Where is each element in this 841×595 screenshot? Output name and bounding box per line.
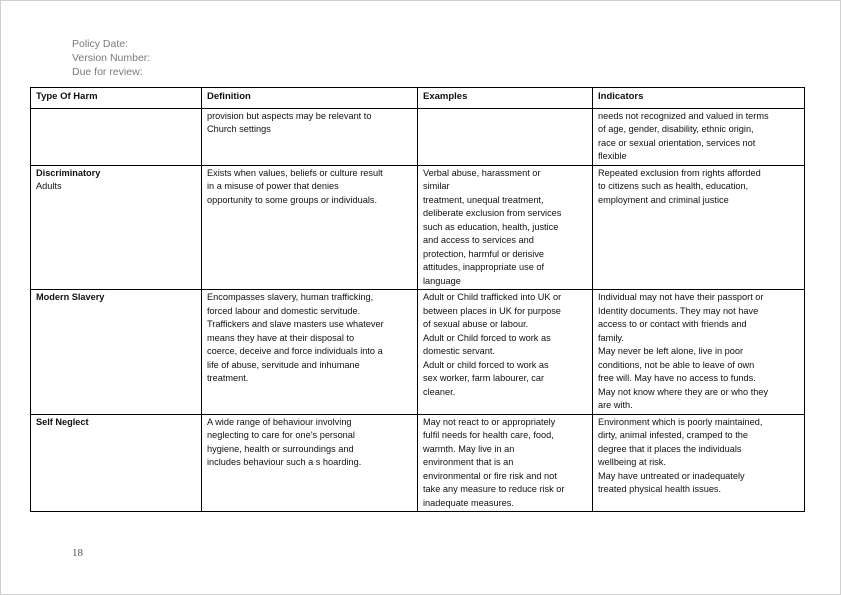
indicators-text-line: of age, gender, disability, ethnic origin, bbox=[598, 124, 754, 134]
indicators-text-line: race or sexual orientation, services not bbox=[598, 137, 756, 148]
examples-cell bbox=[418, 290, 593, 415]
definition-text-line: Encompasses slavery, human trafficking, bbox=[207, 292, 374, 302]
policy-date-label: Policy Date: bbox=[72, 38, 129, 50]
column-header-indicators: Indicators bbox=[593, 88, 805, 109]
column-header-type: Type Of Harm bbox=[31, 88, 202, 109]
examples-cell bbox=[418, 108, 593, 165]
type-of-harm-cell bbox=[31, 290, 202, 415]
examples-text-line: domestic servant. bbox=[423, 346, 495, 356]
examples-text-line: environment that is an bbox=[423, 457, 514, 467]
indicators-text-line: flexible bbox=[598, 151, 627, 161]
definition-text-line: in a misuse of power that denies bbox=[207, 181, 339, 191]
column-header-definition: Definition bbox=[202, 88, 418, 109]
type-of-harm-cell bbox=[31, 108, 202, 165]
indicators-text-line: to citizens such as health, education, bbox=[598, 181, 749, 191]
indicators-text-line: free will. May have no access to funds. bbox=[598, 373, 756, 383]
table-body bbox=[31, 108, 805, 512]
harm-type-subtitle: Adults bbox=[36, 181, 62, 191]
type-of-harm-cell bbox=[31, 414, 202, 512]
examples-text-line: attitudes, inappropriate use of bbox=[423, 262, 545, 272]
examples-text-line: sex worker, farm labourer, car bbox=[423, 373, 545, 383]
examples-text-line: Adult or Child forced to work as bbox=[423, 332, 551, 343]
indicators-text-line: wellbeing at risk. bbox=[598, 457, 666, 467]
indicators-text-line: treated physical health issues. bbox=[598, 484, 722, 494]
harm-type-name: Self Neglect bbox=[36, 416, 89, 427]
definition-cell bbox=[202, 108, 418, 165]
examples-text-line: between places in UK for purpose bbox=[423, 305, 561, 316]
examples-text-line: of sexual abuse or labour. bbox=[423, 319, 529, 329]
definition-text-line: means they have at their disposal to bbox=[207, 332, 355, 343]
examples-text-line: similar bbox=[423, 181, 450, 191]
page-number: 18 bbox=[72, 547, 83, 559]
examples-text-line: Verbal abuse, harassment or bbox=[423, 167, 541, 178]
indicators-cell bbox=[593, 165, 805, 290]
indicators-text-line: employment and criminal justice bbox=[598, 194, 729, 205]
indicators-text-line: access to or contact with friends and bbox=[598, 319, 747, 329]
examples-text-line: warmth. May live in an bbox=[423, 443, 515, 454]
indicators-cell bbox=[593, 290, 805, 415]
due-for-review-label: Due for review: bbox=[72, 66, 143, 78]
column-header-examples: Examples bbox=[418, 88, 593, 109]
examples-text-line: environmental or fire risk and not bbox=[423, 470, 557, 481]
examples-text-line: Adult or Child trafficked into UK or bbox=[423, 292, 562, 302]
table-header-row bbox=[31, 88, 805, 109]
definition-text-line: Traffickers and slave masters use whatever bbox=[207, 319, 384, 329]
examples-text-line: language bbox=[423, 275, 461, 286]
examples-text-line: such as education, health, justice bbox=[423, 221, 559, 232]
indicators-text-line: are with. bbox=[598, 400, 633, 410]
indicators-text-line: May never be left alone, live in poor bbox=[598, 346, 744, 356]
examples-text-line: fulfil needs for health care, food, bbox=[423, 430, 554, 440]
indicators-text-line: family. bbox=[598, 332, 624, 343]
indicators-text-line: needs not recognized and valued in terms bbox=[598, 110, 769, 121]
examples-text-line: take any measure to reduce risk or bbox=[423, 484, 565, 494]
definition-text-line: life of abuse, servitude and inhumane bbox=[207, 359, 360, 370]
indicators-text-line: conditions, not be able to leave of own bbox=[598, 359, 755, 370]
indicators-cell bbox=[593, 414, 805, 512]
indicators-text-line: Individual may not have their passport or bbox=[598, 292, 764, 302]
examples-cell bbox=[418, 414, 593, 512]
definition-text-line: Church settings bbox=[207, 124, 271, 134]
indicators-text-line: dirty, animal infested, cramped to the bbox=[598, 430, 748, 440]
definition-text-line: Exists when values, beliefs or culture result bbox=[207, 167, 383, 178]
definition-cell bbox=[202, 290, 418, 415]
examples-text-line: and access to services and bbox=[423, 235, 534, 245]
definition-text-line: opportunity to some groups or individuals. bbox=[207, 194, 378, 205]
definition-cell bbox=[202, 414, 418, 512]
policy-header bbox=[72, 37, 150, 79]
examples-text-line: protection, harmful or derisive bbox=[423, 248, 545, 259]
examples-text-line: May not react to or appropriately bbox=[423, 416, 556, 427]
examples-cell bbox=[418, 165, 593, 290]
harm-type-name: Discriminatory bbox=[36, 167, 101, 178]
version-number-label: Version Number: bbox=[72, 52, 151, 64]
definition-text-line: A wide range of behaviour involving bbox=[207, 416, 352, 427]
examples-text-line: cleaner. bbox=[423, 386, 456, 397]
definition-cell bbox=[202, 165, 418, 290]
indicators-text-line: Identity documents. They may not have bbox=[598, 305, 759, 316]
indicators-text-line: May not know where they are or who they bbox=[598, 386, 769, 397]
indicators-text-line: degree that it places the individuals bbox=[598, 443, 742, 454]
definition-text-line: forced labour and domestic servitude. bbox=[207, 305, 361, 316]
types-of-harm-table bbox=[30, 87, 805, 512]
table-row bbox=[31, 290, 805, 415]
type-of-harm-cell bbox=[31, 165, 202, 290]
indicators-text-line: Environment which is poorly maintained, bbox=[598, 416, 763, 427]
examples-text-line: Adult or child forced to work as bbox=[423, 359, 549, 370]
definition-text-line: neglecting to care for one’s personal bbox=[207, 430, 355, 440]
table-row bbox=[31, 108, 805, 165]
examples-text-line: treatment, unequal treatment, bbox=[423, 194, 544, 205]
definition-text-line: hygiene, health or surroundings and bbox=[207, 443, 354, 454]
definition-text-line: provision but aspects may be relevant to bbox=[207, 110, 372, 121]
definition-text-line: includes behaviour such a s hoarding. bbox=[207, 457, 362, 467]
examples-text-line: inadequate measures. bbox=[423, 497, 514, 508]
table-row bbox=[31, 165, 805, 290]
table-row bbox=[31, 414, 805, 512]
examples-text-line: deliberate exclusion from services bbox=[423, 208, 562, 218]
definition-text-line: treatment. bbox=[207, 373, 249, 383]
definition-text-line: coerce, deceive and force individuals into a bbox=[207, 346, 383, 356]
indicators-text-line: Repeated exclusion from rights afforded bbox=[598, 167, 761, 178]
indicators-text-line: May have untreated or inadequately bbox=[598, 470, 745, 481]
indicators-cell bbox=[593, 108, 805, 165]
harm-type-name: Modern Slavery bbox=[36, 292, 105, 302]
